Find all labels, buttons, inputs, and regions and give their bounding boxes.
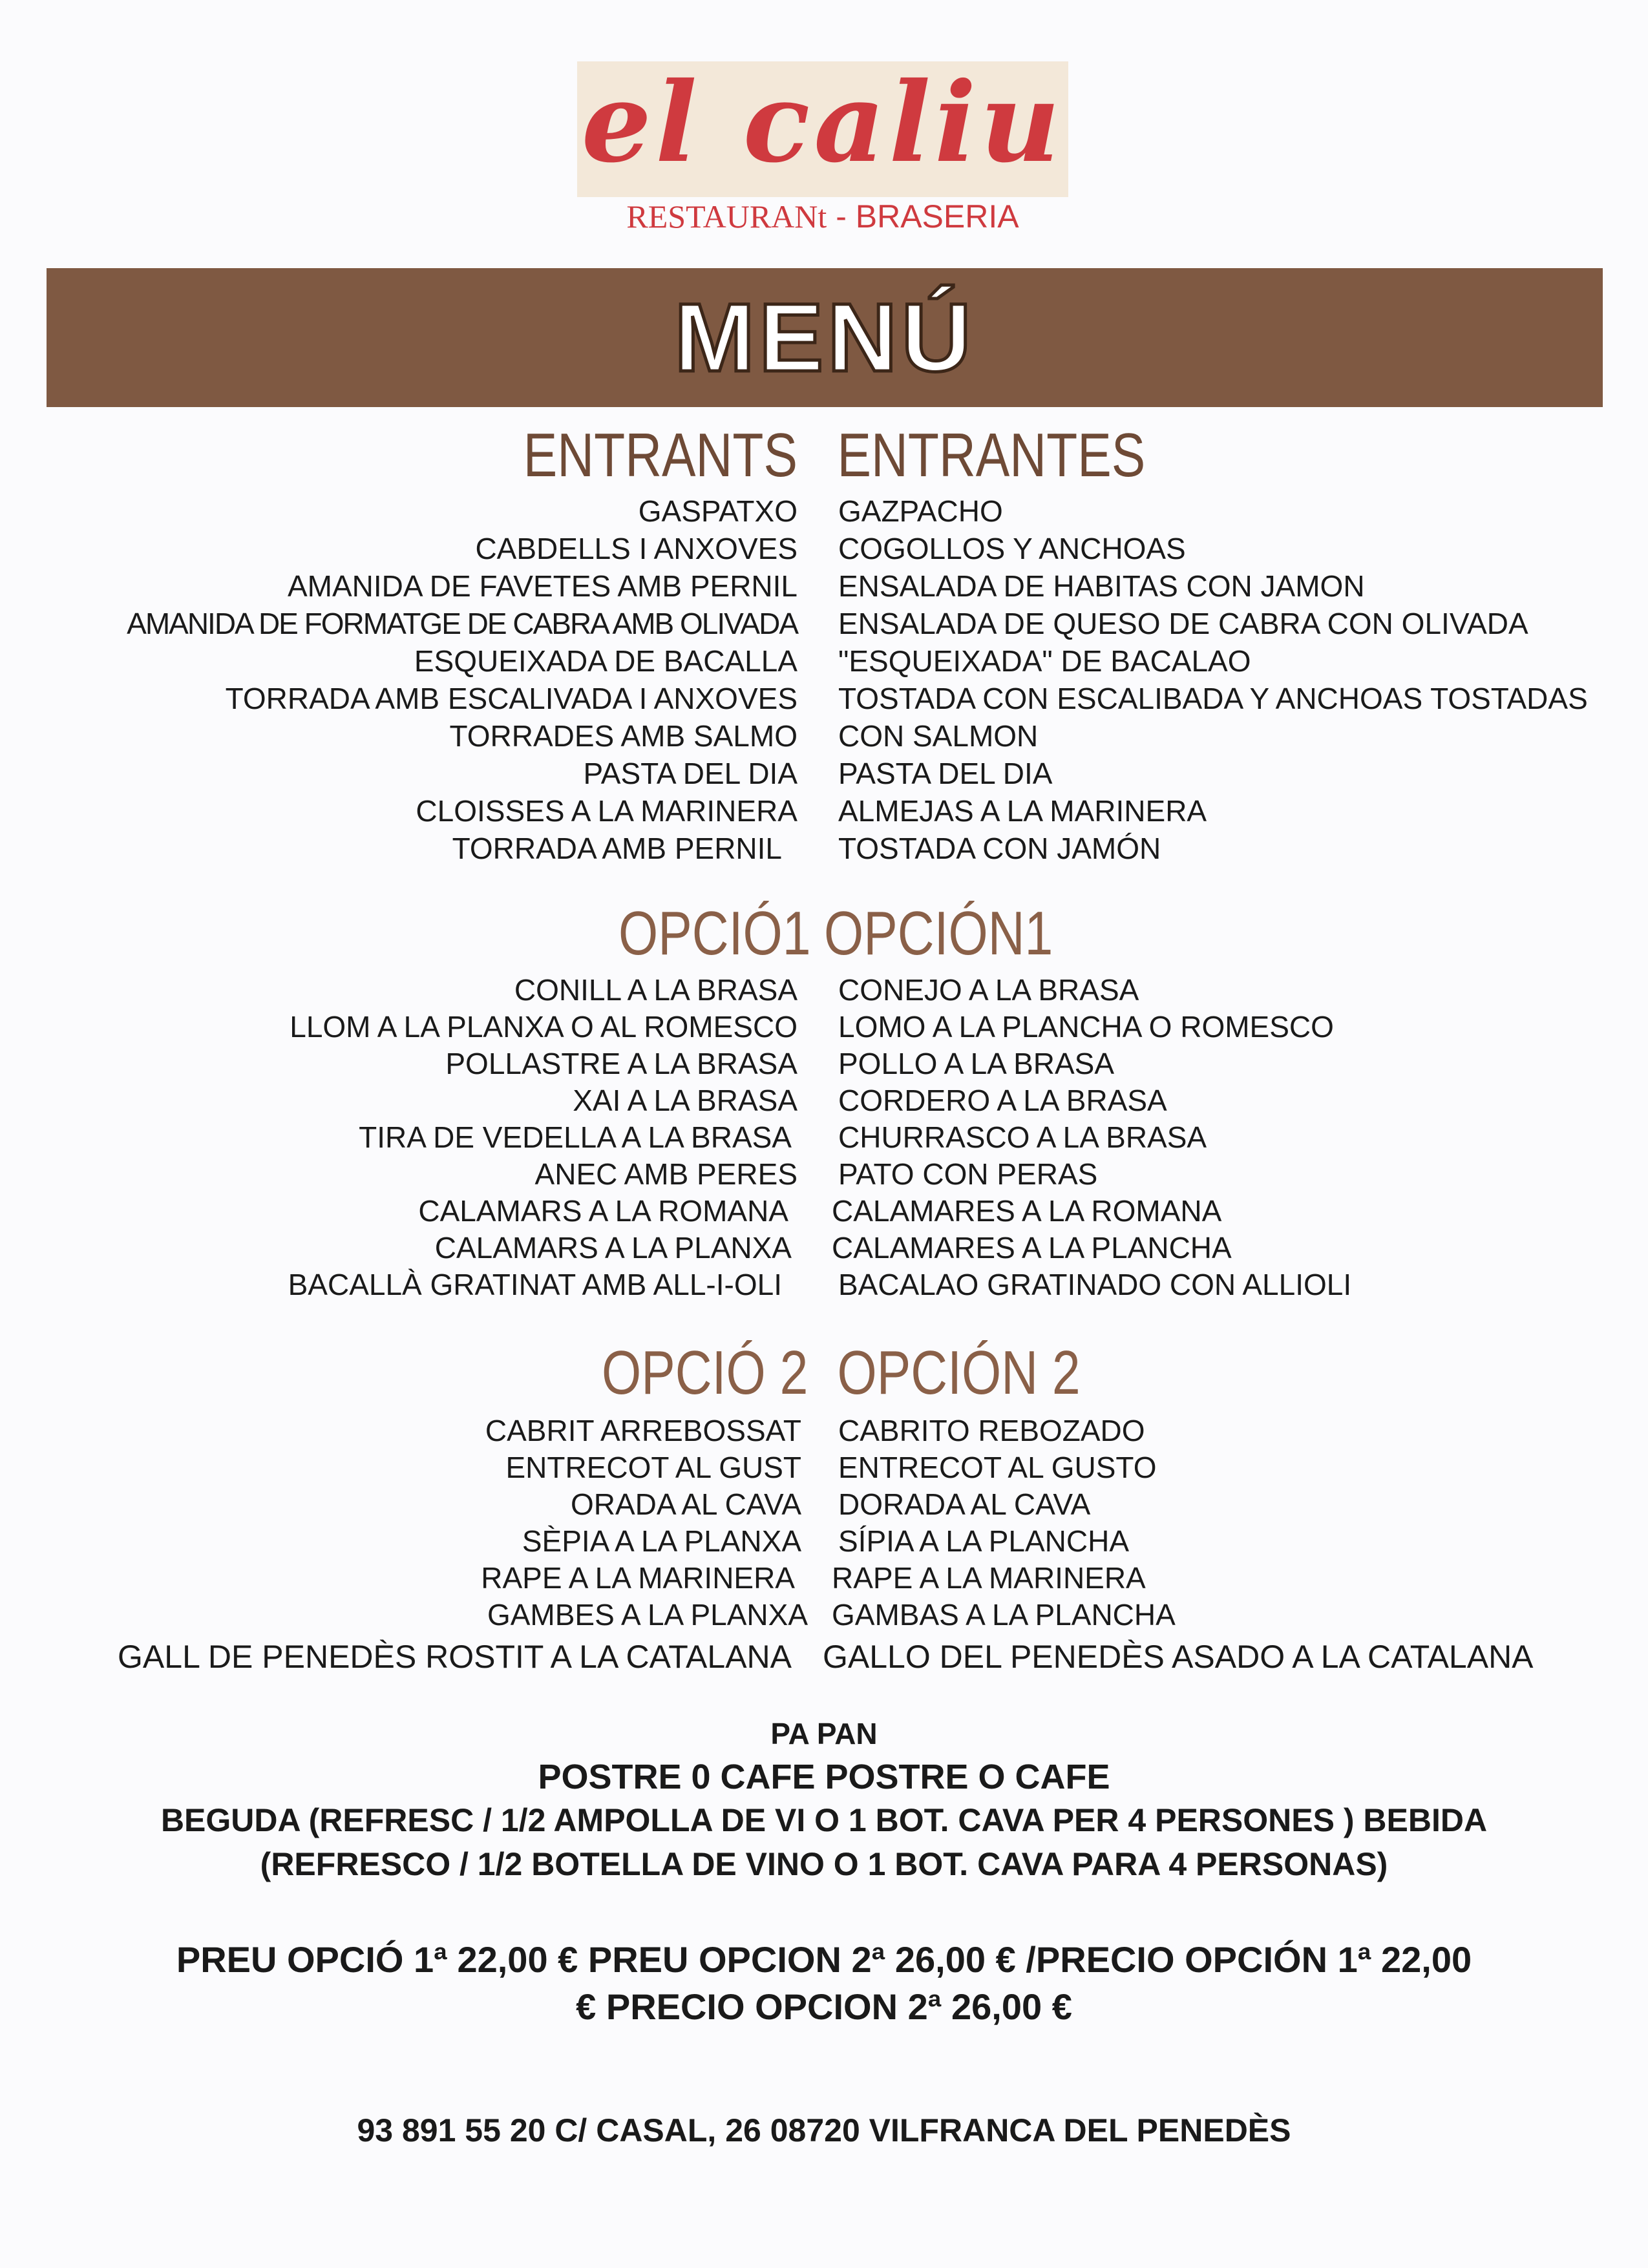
- list-item: [0, 1082, 1648, 1119]
- item-spanish: GAMBAS A LA PLANCHA: [832, 1598, 1176, 1632]
- item-spanish: ENSALADA DE HABITAS CON JAMON: [838, 569, 1365, 603]
- item-catalan: BACALLÀ GRATINAT AMB ALL-I-OLI: [288, 1268, 782, 1301]
- item-catalan: CABDELLS I ANXOVES: [475, 532, 798, 565]
- item-catalan: CABRIT ARREBOSSAT: [485, 1414, 801, 1447]
- list-item: [0, 1008, 1648, 1045]
- subtitle-restaurant: RESTAURANt: [626, 198, 827, 235]
- item-catalan: TORRADES AMB SALMO: [449, 719, 798, 753]
- contact-address: 93 891 55 20 C/ CASAL, 26 08720 VILFRANCA DEL PENEDÈS: [357, 2112, 1291, 2148]
- price-line-1: PREU OPCIÓ 1ª 22,00 € PREU OPCION 2ª 26,00 € /PRECIO OPCIÓN 1ª 22,00: [176, 1939, 1472, 1980]
- item-catalan: GASPATXO: [638, 494, 798, 528]
- item-spanish: PATO CON PERAS: [838, 1157, 1098, 1191]
- item-catalan: POLLASTRE A LA BRASA: [445, 1047, 798, 1080]
- heading-catalan: OPCIÓ1: [618, 899, 811, 968]
- item-catalan: ENTRECOT AL GUST: [505, 1451, 801, 1484]
- item-spanish: DORADA AL CAVA: [838, 1487, 1091, 1521]
- item-spanish: ALMEJAS A LA MARINERA: [838, 794, 1207, 828]
- item-catalan: RAPE A LA MARINERA: [481, 1561, 795, 1595]
- item-spanish: BACALAO GRATINADO CON ALLIOLI: [838, 1268, 1352, 1301]
- list-item: [0, 1155, 1648, 1193]
- item-spanish: SÍPIA A LA PLANCHA: [838, 1524, 1130, 1558]
- menu-banner: [47, 268, 1603, 407]
- item-spanish: CALAMARES A LA ROMANA: [832, 1194, 1222, 1228]
- item-catalan: PASTA DEL DIA: [583, 757, 798, 790]
- item-spanish: ENTRECOT AL GUSTO: [838, 1451, 1157, 1484]
- item-catalan: AMANIDA DE FAVETES AMB PERNIL: [287, 569, 798, 603]
- list-item: [0, 1412, 1648, 1449]
- item-spanish: "ESQUEIXADA" DE BACALAO: [838, 644, 1251, 678]
- logo: [577, 58, 1068, 197]
- heading-catalan: OPCIÓ 2: [602, 1338, 808, 1407]
- item-spanish: TOSTADA CON ESCALIBADA Y ANCHOAS TOSTADAS: [838, 682, 1588, 715]
- item-catalan: ANEC AMB PERES: [534, 1157, 798, 1191]
- list-item: [0, 642, 1648, 680]
- item-spanish: POLLO A LA BRASA: [838, 1047, 1115, 1080]
- list-item: [0, 792, 1648, 830]
- item-spanish: TOSTADA CON JAMÓN: [838, 832, 1161, 865]
- item-catalan: TIRA DE VEDELLA A LA BRASA: [359, 1120, 792, 1154]
- bread-line: PA PAN: [770, 1717, 878, 1750]
- list-item: [0, 567, 1648, 605]
- list-item: [0, 1045, 1648, 1082]
- entrants-heading: [149, 420, 1500, 491]
- list-item: [0, 717, 1648, 755]
- item-catalan: XAI A LA BRASA: [573, 1084, 798, 1117]
- item-catalan: GAMBES A LA PLANXA: [487, 1598, 808, 1632]
- item-spanish: ENSALADA DE QUESO DE CABRA CON OLIVADA: [838, 607, 1528, 640]
- item-spanish: PASTA DEL DIA: [838, 757, 1053, 790]
- heading-catalan: ENTRANTS: [523, 421, 798, 490]
- item-spanish: LOMO A LA PLANCHA O ROMESCO: [838, 1010, 1334, 1044]
- list-item: [0, 492, 1648, 530]
- item-spanish: CALAMARES A LA PLANCHA: [832, 1231, 1232, 1265]
- item-spanish: RAPE A LA MARINERA: [832, 1561, 1146, 1595]
- list-item: [0, 971, 1648, 1009]
- item-catalan: CONILL A LA BRASA: [514, 973, 798, 1007]
- item-catalan: GALL DE PENEDÈS ROSTIT A LA CATALANA: [118, 1639, 792, 1675]
- item-catalan: AMANIDA DE FORMATGE DE CABRA AMB OLIVADA: [127, 607, 798, 640]
- heading-spanish: OPCIÓN 2: [837, 1338, 1081, 1407]
- list-item: [0, 830, 1648, 867]
- logo-text: el caliu: [581, 58, 1064, 187]
- menu-title: MENÚ: [674, 283, 975, 392]
- drink-line-1: BEGUDA (REFRESC / 1/2 AMPOLLA DE VI O 1 BOT. CAVA PER 4 PERSONES ) BEBIDA: [160, 1802, 1488, 1838]
- list-item: [0, 1522, 1648, 1560]
- item-catalan: LLOM A LA PLANXA O AL ROMESCO: [290, 1010, 798, 1044]
- drink-line-2: (REFRESCO / 1/2 BOTELLA DE VINO O 1 BOT. CAVA PARA 4 PERSONAS): [260, 1846, 1388, 1882]
- opcio2-heading: [149, 1338, 1500, 1409]
- item-catalan: CLOISSES A LA MARINERA: [416, 794, 798, 828]
- list-item: [0, 1486, 1648, 1523]
- list-item: [0, 1638, 1648, 1675]
- list-item: [0, 605, 1648, 642]
- list-item: [0, 1266, 1648, 1303]
- list-item: [0, 1118, 1648, 1156]
- opcio1-heading: [149, 898, 1500, 969]
- restaurant-subtitle: [577, 200, 1068, 233]
- item-spanish: CORDERO A LA BRASA: [838, 1084, 1167, 1117]
- list-item: [0, 680, 1648, 717]
- list-item: [0, 1596, 1648, 1633]
- item-catalan: ESQUEIXADA DE BACALLA: [414, 644, 798, 678]
- item-spanish: CABRITO REBOZADO: [838, 1414, 1145, 1447]
- list-item: [0, 1449, 1648, 1486]
- dessert-line: POSTRE 0 CAFE POSTRE O CAFE: [538, 1758, 1110, 1796]
- subtitle-braseria: - BRASERIA: [836, 198, 1019, 235]
- item-spanish: GALLO DEL PENEDÈS ASADO A LA CATALANA: [823, 1639, 1534, 1675]
- list-item: [0, 1559, 1648, 1597]
- item-spanish: CON SALMON: [838, 719, 1039, 753]
- item-catalan: SÈPIA A LA PLANXA: [522, 1524, 801, 1558]
- item-catalan: TORRADA AMB ESCALIVADA I ANXOVES: [225, 682, 798, 715]
- list-item: [0, 755, 1648, 792]
- item-catalan: ORADA AL CAVA: [570, 1487, 801, 1521]
- price-line-2: € PRECIO OPCION 2ª 26,00 €: [576, 1986, 1072, 2027]
- item-spanish: COGOLLOS Y ANCHOAS: [838, 532, 1186, 565]
- item-spanish: CHURRASCO A LA BRASA: [838, 1120, 1207, 1154]
- list-item: [0, 1229, 1648, 1266]
- item-spanish: CONEJO A LA BRASA: [838, 973, 1139, 1007]
- list-item: [0, 1192, 1648, 1230]
- item-spanish: GAZPACHO: [838, 494, 1003, 528]
- list-item: [0, 530, 1648, 567]
- item-catalan: TORRADA AMB PERNIL: [452, 832, 782, 865]
- heading-spanish: OPCIÓN1: [824, 899, 1053, 968]
- item-catalan: CALAMARS A LA PLANXA: [434, 1231, 792, 1265]
- heading-spanish: ENTRANTES: [837, 421, 1146, 490]
- item-catalan: CALAMARS A LA ROMANA: [418, 1194, 788, 1228]
